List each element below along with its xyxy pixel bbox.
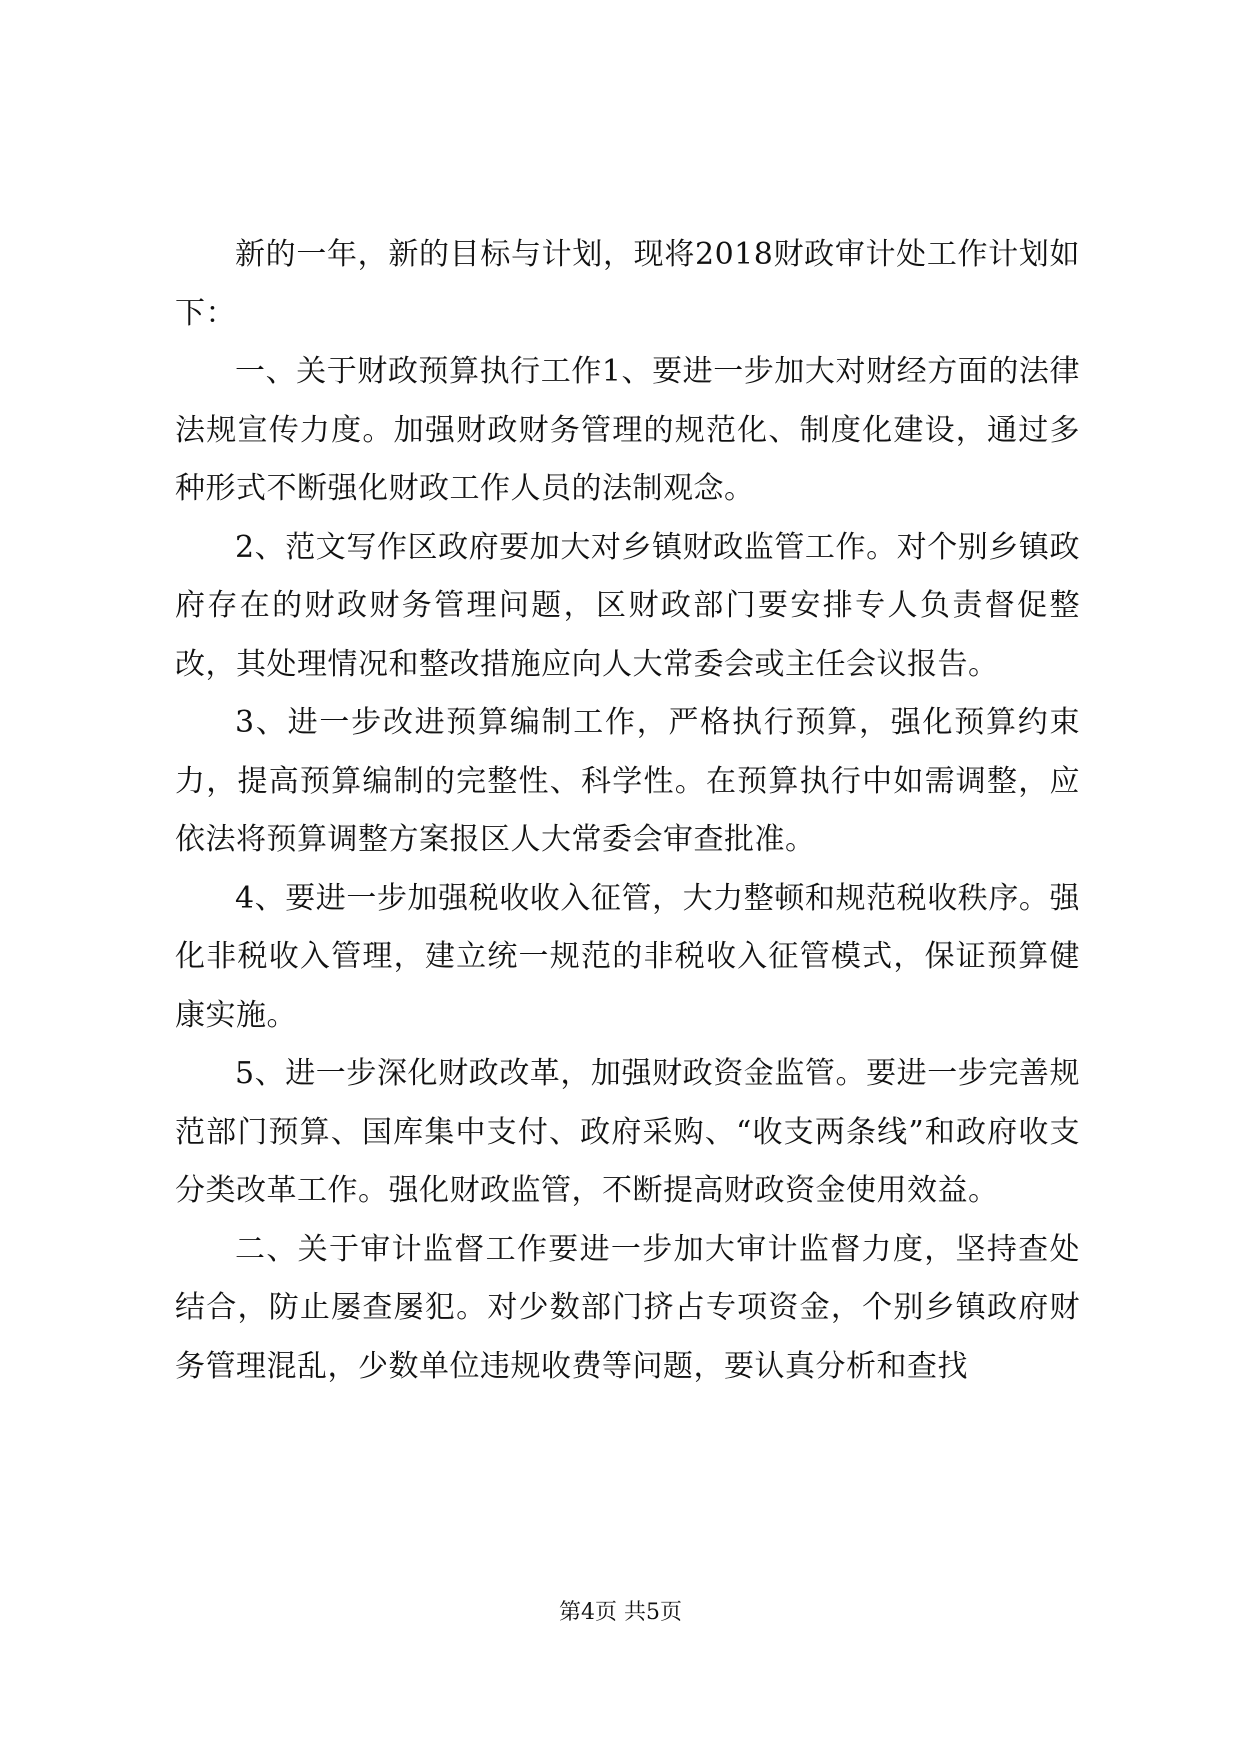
paragraph-item-5: 5、进一步深化财政改革，加强财政资金监管。要进一步完善规范部门预算、国库集中支付、政府采购、“收支两条线”和政府收支分类改革工作。强化财政监管，不断提高财政资金使用效益。 [175, 1056, 1080, 1208]
paragraph-item-3: 3、进一步改进预算编制工作，严格执行预算，强化预算约束力，提高预算编制的完整性、科学性。在预算执行中如需调整，应依法将预算调整方案报区人大常委会审查批准。 [175, 705, 1080, 857]
paragraph-item-4: 4、要进一步加强税收收入征管，大力整顿和规范税收秩序。强化非税收入管理，建立统一规范的非税收入征管模式，保证预算健康实施。 [175, 880, 1080, 1033]
paragraph-section-2: 二、关于审计监督工作要进一步加大审计监督力度，坚持查处结合，防止屡查屡犯。对少数部门挤占专项资金，个别乡镇政府财务管理混乱，少数单位违规收费等问题，要认真分析和查找 [175, 1231, 1080, 1384]
paragraph-intro: 新的一年，新的目标与计划，现将2018财政审计处工作计划如下： [175, 237, 1080, 331]
page-footer: 第4页 共5页 [559, 1600, 682, 1625]
paragraph-item-2: 2、范文写作区政府要加大对乡镇财政监管工作。对个别乡镇政府存在的财政财务管理问题，区财政部门要安排专人负责督促整改，其处理情况和整改措施应向人大常委会或主任会议报告。 [175, 529, 1080, 682]
paragraph-section-1: 一、关于财政预算执行工作1、要进一步加大对财经方面的法律法规宣传力度。加强财政财务管理的规范化、制度化建设，通过多种形式不断强化财政工作人员的法制观念。 [175, 354, 1080, 506]
document-body [175, 226, 1080, 1396]
